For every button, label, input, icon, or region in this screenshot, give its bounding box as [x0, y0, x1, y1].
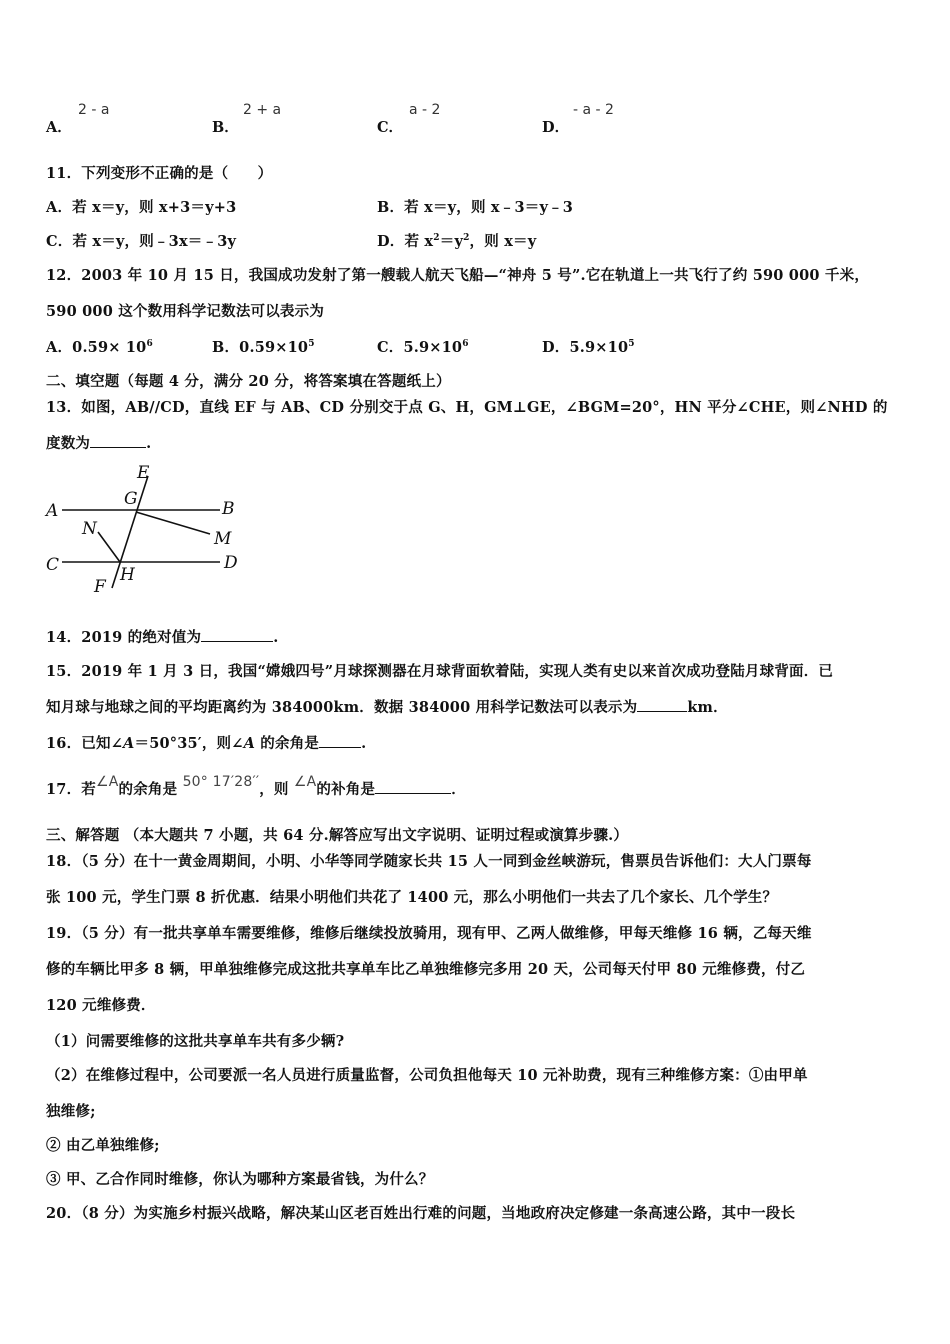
q18-line-1: 18．（5 分）在十一黄金周期间，小明、小华等同学随家长共 15 人一同到金丝峡游玩，售票员告诉他们：大人门票每 — [46, 853, 812, 870]
label-m: M — [214, 529, 232, 549]
q15-answer-blank[interactable] — [637, 699, 687, 712]
q12-option-b: B．$0.59\times 10^5$ — [212, 339, 315, 356]
label-f: F — [94, 577, 106, 597]
q14-answer-blank[interactable] — [201, 629, 273, 642]
q12-option-d: D．$5.9\times 10^5$ — [542, 339, 635, 356]
q11-stem: 11．下列变形不正确的是（ ） — [46, 165, 273, 182]
label-n: N — [82, 519, 97, 539]
line-gm — [136, 512, 210, 534]
q19-line-1: 19．（5 分）有一批共享单车需要维修，维修后继续投放骑用，现有甲、乙两人做维修，甲每天维修 16 辆，乙每天维 — [46, 925, 812, 942]
q10-option-c-expr: a - 2 — [409, 102, 441, 118]
q12-line-2: 590 000 这个数用科学记数法可以表示为 — [46, 303, 325, 320]
q19-option-2: ② 由乙单独维修; — [46, 1137, 160, 1154]
q19-line-2: 修的车辆比甲多 8 辆，甲单独维修完成这批共享单车比乙单独维修完多用 20 天，公司每天付甲 80 元维修费，付乙 — [46, 961, 806, 978]
q11-option-d: D．若 $x^2=y^2$，则 x＝y — [377, 233, 537, 250]
q18-line-2: 张 100 元，学生门票 8 折优惠．结果小明他们共花了 1400 元，那么小明他们一共去了几个家长、几个学生？ — [46, 889, 778, 906]
q19-part-1: （1）问需要维修的这批共享单车共有多少辆? — [46, 1033, 345, 1050]
q10-option-d-label: D． — [542, 119, 570, 136]
q16-line: 16．已知∠A＝50°35′，则∠A 的余角是 . — [46, 735, 367, 752]
q13-geometry-figure — [40, 462, 250, 602]
section-2-heading: 二、填空题（每题 4 分，满分 20 分，将答案填在答题纸上） — [46, 373, 451, 390]
q10-option-a-label: A． — [46, 119, 72, 136]
q16-answer-blank[interactable] — [319, 735, 361, 748]
q12-option-c: C．$5.9\times 10^6$ — [377, 339, 469, 356]
q10-option-a-expr: 2 - a — [78, 102, 110, 118]
label-a: A — [46, 501, 59, 521]
q17-answer-blank[interactable] — [375, 781, 451, 794]
q10-option-b-label: B． — [212, 119, 239, 136]
q11-option-a: A．若 x＝y，则 x+3＝y+3 — [46, 199, 237, 216]
q10-option-c-label: C． — [377, 119, 404, 136]
q19-line-3: 120 元维修费． — [46, 997, 156, 1014]
q19-part-2-line-2: 独维修; — [46, 1103, 96, 1120]
q10-option-b-expr: 2 + a — [243, 102, 282, 118]
q15-line-2: 知月球与地球之间的平均距离约为 384000km．数据 384000 用科学记数法可以表示为 km． — [46, 699, 728, 716]
q13-line-1: 13．如图，AB//CD，直线 EF 与 AB、CD 分别交于点 G、H，GM⊥GE，∠BGM=20°，HN 平分∠CHE，则∠NHD 的 — [46, 399, 888, 416]
q15-line-1: 15．2019 年 1 月 3 日，我国“嫦娥四号”月球探测器在月球背面软着陆，实现人类有史以来首次成功登陆月球背面．已 — [46, 663, 834, 680]
q11-option-c: C．若 x＝y，则﹣3x＝﹣3y — [46, 233, 237, 250]
line-hn — [98, 532, 120, 562]
label-c: C — [46, 555, 60, 575]
label-h: H — [120, 565, 135, 585]
section-3-heading: 三、解答题 （本大题共 7 小题，共 64 分.解答应写出文字说明、证明过程或演算步骤.） — [46, 827, 629, 844]
label-g: G — [124, 489, 138, 509]
q17-line: 17．若∠A的余角是 50° 17′28′′，则 ∠A的补角是 ． — [46, 774, 466, 798]
label-e: E — [137, 463, 150, 483]
q13-line-2: 度数为 . — [46, 435, 152, 452]
label-d: D — [224, 553, 238, 573]
q13-answer-blank[interactable] — [90, 435, 146, 448]
q11-option-b: B．若 x＝y，则 x﹣3＝y﹣3 — [377, 199, 574, 216]
q19-option-3: ③ 甲、乙合作同时维修，你认为哪种方案最省钱，为什么？ — [46, 1171, 434, 1188]
q20-line-1: 20．（8 分）为实施乡村振兴战略，解决某山区老百姓出行难的问题，当地政府决定修建一条高速公路，其中一段长 — [46, 1205, 796, 1222]
label-b: B — [222, 499, 235, 519]
q14-line: 14．2019 的绝对值为 . — [46, 629, 279, 646]
q12-line-1: 12．2003 年 10 月 15 日，我国成功发射了第一艘载人航天飞船—“神舟 5 号”.它在轨道上一共飞行了约 590 000 千米， — [46, 267, 870, 284]
q10-option-d-expr: - a - 2 — [573, 102, 614, 118]
q19-part-2-line-1: （2）在维修过程中，公司要派一名人员进行质量监督，公司负担他每天 10 元补助费，现有三种维修方案：①由甲单 — [46, 1067, 808, 1084]
q12-option-a: A．$0.59\times 10^6$ — [46, 339, 153, 356]
